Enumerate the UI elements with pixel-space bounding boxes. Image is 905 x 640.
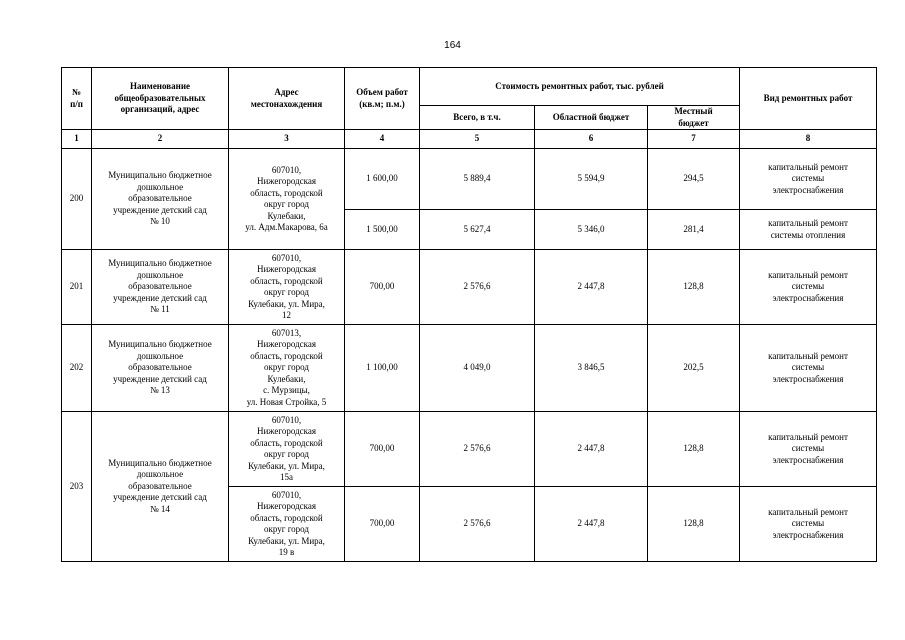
row-number: 200 [62,149,92,250]
table-row [62,250,877,325]
work-volume: 700,00 [345,487,420,562]
work-type: капитальный ремонт системы электроснабжения [740,412,877,487]
header-name: Наименование общеобразовательных организаций, адрес [92,68,229,130]
work-type: капитальный ремонт системы электроснабжения [740,487,877,562]
organization-name: Муниципально бюджетное дошкольное образовательное учреждение детский сад № 14 [92,412,229,562]
column-number: 6 [535,130,648,149]
cost-regional: 2 447,8 [535,487,648,562]
work-volume: 1 100,00 [345,325,420,412]
organization-name: Муниципально бюджетное дошкольное образовательное учреждение детский сад № 11 [92,250,229,325]
work-type: капитальный ремонт системы электроснабжения [740,325,877,412]
organization-address: 607010, Нижегородская область, городской округ город Кулебаки, ул. Мира, 15а [229,412,345,487]
column-number: 7 [648,130,740,149]
cost-local: 128,8 [648,250,740,325]
organization-name: Муниципально бюджетное дошкольное образовательное учреждение детский сад № 13 [92,325,229,412]
table-row [62,325,877,412]
organization-address: 607010, Нижегородская область, городской округ город Кулебаки, ул. Мира, 12 [229,250,345,325]
cost-total: 4 049,0 [420,325,535,412]
cost-local: 202,5 [648,325,740,412]
cost-regional: 5 346,0 [535,210,648,250]
work-volume: 700,00 [345,412,420,487]
column-number-row [62,130,877,149]
header-num: № п/п [62,68,92,130]
cost-local: 294,5 [648,149,740,210]
column-number: 1 [62,130,92,149]
column-number: 2 [92,130,229,149]
work-type: капитальный ремонт системы электроснабжения [740,149,877,210]
work-type: капитальный ремонт системы отопления [740,210,877,250]
column-number: 3 [229,130,345,149]
cost-regional: 5 594,9 [535,149,648,210]
row-number: 203 [62,412,92,562]
header-regional: Областной бюджет [535,106,648,130]
cost-local: 128,8 [648,412,740,487]
row-number: 201 [62,250,92,325]
cost-regional: 2 447,8 [535,250,648,325]
organization-address: 607010, Нижегородская область, городской округ город Кулебаки, ул. Адм.Макарова, 6а [229,149,345,250]
repair-works-table [61,67,877,562]
table-row [62,412,877,487]
header-local: Местный бюджет [648,106,740,130]
organization-address: 607013, Нижегородская область, городской округ город Кулебаки, с. Мурзицы, ул. Новая Стройка, 5 [229,325,345,412]
column-number: 8 [740,130,877,149]
cost-local: 128,8 [648,487,740,562]
table-row [62,149,877,210]
organization-name: Муниципально бюджетное дошкольное образовательное учреждение детский сад № 10 [92,149,229,250]
cost-total: 5 627,4 [420,210,535,250]
cost-regional: 2 447,8 [535,412,648,487]
page-number: 164 [444,40,461,51]
header-work-type: Вид ремонтных работ [740,68,877,130]
cost-regional: 3 846,5 [535,325,648,412]
column-number: 5 [420,130,535,149]
cost-total: 5 889,4 [420,149,535,210]
work-volume: 1 500,00 [345,210,420,250]
header-total: Всего, в т.ч. [420,106,535,130]
header-volume: Объем работ (кв.м; п.м.) [345,68,420,130]
header-row-1 [62,68,877,106]
column-number: 4 [345,130,420,149]
cost-total: 2 576,6 [420,487,535,562]
work-type: капитальный ремонт системы электроснабжения [740,250,877,325]
header-address: Адрес местонахождения [229,68,345,130]
organization-address: 607010, Нижегородская область, городской округ город Кулебаки, ул. Мира, 19 в [229,487,345,562]
work-volume: 700,00 [345,250,420,325]
header-cost-group: Стоимость ремонтных работ, тыс. рублей [420,68,740,106]
cost-local: 281,4 [648,210,740,250]
row-number: 202 [62,325,92,412]
work-volume: 1 600,00 [345,149,420,210]
cost-total: 2 576,6 [420,250,535,325]
cost-total: 2 576,6 [420,412,535,487]
